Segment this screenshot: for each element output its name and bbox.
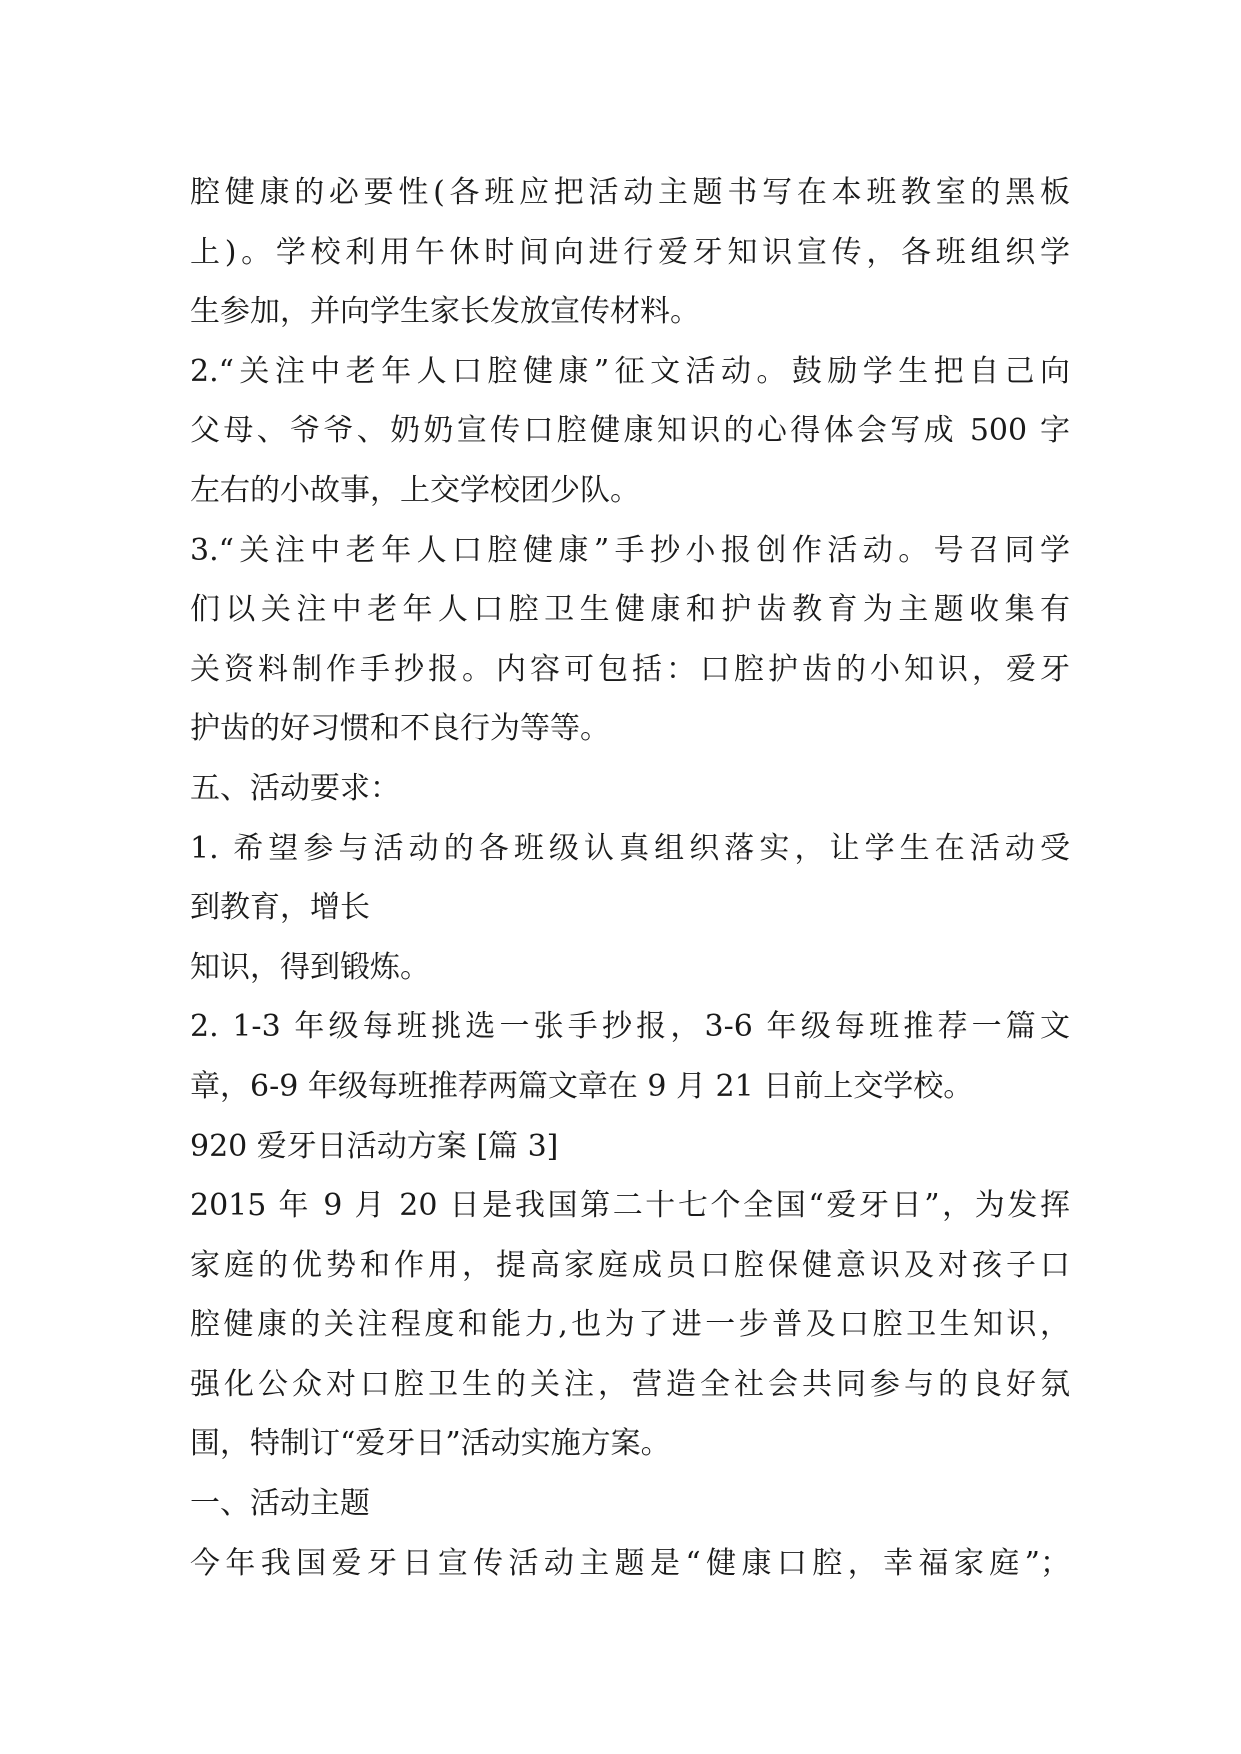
text-line: 3.“关注中老年人口腔健康”手抄小报创作活动。号召同学 — [190, 532, 1070, 568]
text-line: 左右的小故事，上交学校团少队。 — [190, 472, 640, 508]
text-line: 上)。学校利用午休时间向进行爱牙知识宣传，各班组织学 — [190, 234, 1070, 270]
text-line: 护齿的好习惯和不良行为等等。 — [190, 711, 610, 747]
text-line: 知识，得到锻炼。 — [190, 949, 430, 985]
text-line: 围，特制订“爱牙日”活动实施方案。 — [190, 1426, 671, 1462]
text-line: 今年我国爱牙日宣传活动主题是“健康口腔，幸福家庭”； — [190, 1545, 1070, 1581]
text-line: 2.“关注中老年人口腔健康”征文活动。鼓励学生把自己向 — [190, 353, 1070, 389]
text-line: 父母、爷爷、奶奶宣传口腔健康知识的心得体会写成 500 字 — [190, 413, 1070, 449]
text-line: 920 爱牙日活动方案 [篇 3] — [190, 1128, 559, 1164]
text-line: 腔健康的必要性(各班应把活动主题书写在本班教室的黑板 — [190, 175, 1070, 210]
body-text — [190, 163, 1070, 1593]
text-line: 2. 1-3 年级每班挑选一张手抄报，3-6 年级每班推荐一篇文 — [190, 1009, 1070, 1045]
text-line: 强化公众对口腔卫生的关注，营造全社会共同参与的良好氛 — [190, 1366, 1070, 1402]
text-line: 腔健康的关注程度和能力,也为了进一步普及口腔卫生知识， — [190, 1307, 1070, 1343]
text-line: 到教育，增长 — [190, 890, 370, 926]
text-line: 1. 希望参与活动的各班级认真组织落实，让学生在活动受 — [190, 830, 1070, 866]
text-line: 们以关注中老年人口腔卫生健康和护齿教育为主题收集有 — [190, 592, 1070, 628]
text-line: 关资料制作手抄报。内容可包括：口腔护齿的小知识，爱牙 — [190, 651, 1070, 687]
text-line: 2015 年 9 月 20 日是我国第二十七个全国“爱牙日”，为发挥 — [190, 1188, 1070, 1224]
text-line: 家庭的优势和作用，提高家庭成员口腔保健意识及对孩子口 — [190, 1247, 1070, 1283]
text-line: 五、活动要求： — [190, 770, 400, 806]
text-line: 一、活动主题 — [190, 1486, 370, 1522]
text-line: 生参加，并向学生家长发放宣传材料。 — [190, 294, 700, 330]
text-line: 章，6-9 年级每班推荐两篇文章在 9 月 21 日前上交学校。 — [190, 1068, 974, 1104]
